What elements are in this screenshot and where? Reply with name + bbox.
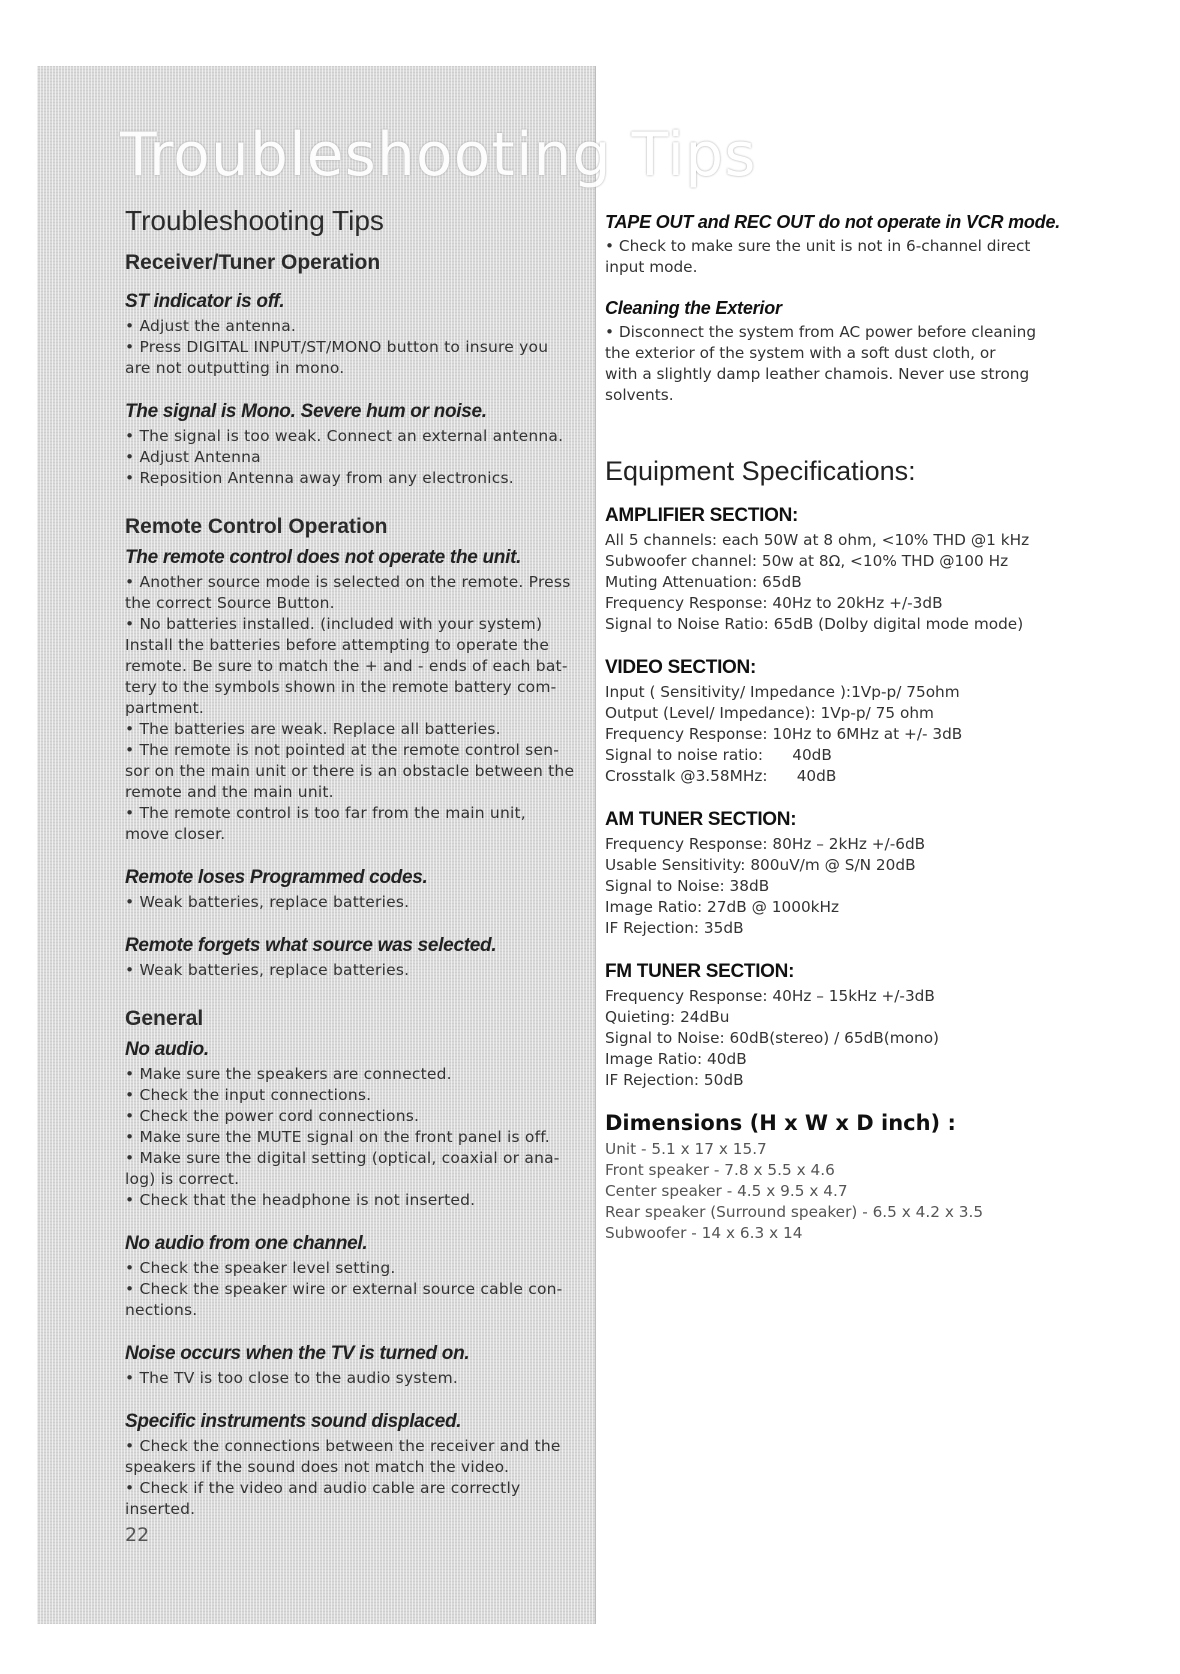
spec-line: IF Rejection: 50dB [605,1071,744,1089]
spec-line: Signal to Noise: 60dB(stereo) / 65dB(mono) [605,1029,940,1047]
spec-line: Quieting: 24dBu [605,1008,730,1026]
tip-item [125,1343,585,1389]
dimensions-title: Dimensions (H x W x D inch) : [605,1111,956,1135]
page-title: Troubleshooting Tips [125,205,384,236]
tip-line: remote and the main unit. [125,783,334,801]
tip-title: No audio from one channel. [125,1233,368,1254]
tip-line: • The TV is too close to the audio system. [125,1369,459,1387]
spec-heading: AM TUNER SECTION: [605,809,797,830]
spec-line: IF Rejection: 35dB [605,919,744,937]
tip-line: • Press DIGITAL INPUT/ST/MONO button to insure you [125,338,549,356]
dimension-line: Unit - 5.1 x 17 x 15.7 [605,1140,767,1158]
tip-item [125,291,585,379]
tip-item [125,935,585,981]
dimension-line: Front speaker - 7.8 x 5.5 x 4.6 [605,1161,835,1179]
tip-title: The remote control does not operate the unit. [125,547,522,568]
tip-item [125,1411,585,1520]
spec-line: Signal to Noise Ratio: 65dB (Dolby digital mode mode) [605,615,1024,633]
dimensions-section [605,1111,1065,1244]
tip-line: • Check to make sure the unit is not in 6-channel direct [605,237,1031,255]
tip-title: The signal is Mono. Severe hum or noise. [125,401,487,422]
spec-line: Input ( Sensitivity/ Impedance ):1Vp-p/ 75ohm [605,683,960,701]
tip-title: Remote forgets what source was selected. [125,935,497,956]
section-heading: Remote Control Operation [125,515,388,538]
tip-line: solvents. [605,386,674,404]
section-heading: General [125,1007,204,1030]
tip-line: • Adjust the antenna. [125,317,297,335]
tip-line: • The batteries are weak. Replace all batteries. [125,720,501,738]
dimension-line: Subwoofer - 14 x 6.3 x 14 [605,1224,803,1242]
section [125,515,585,981]
spec-line: Subwoofer channel: 50w at 8Ω, <10% THD @100 Hz [605,552,1009,570]
spec-line: Frequency Response: 10Hz to 6MHz at +/- 3dB [605,725,963,743]
section [125,251,585,489]
spec-line: Signal to Noise: 38dB [605,877,770,895]
tip-line: • The signal is too weak. Connect an external antenna. [125,427,564,445]
tip-line: • Make sure the speakers are connected. [125,1065,452,1083]
tip-line: nections. [125,1301,198,1319]
spec-line: Signal to noise ratio: 40dB [605,746,832,764]
tip-line: • Check the speaker wire or external source cable con- [125,1280,563,1298]
tip-title: No audio. [125,1039,209,1060]
tip-line: • Reposition Antenna away from any electronics. [125,469,514,487]
tip-title: Cleaning the Exterior [605,298,782,318]
tip-line: the exterior of the system with a soft dust cloth, or [605,344,996,362]
tip-item [125,547,585,845]
troubleshooting-column [125,205,585,1546]
tip-line: • Check if the video and audio cable are correctly inserted. [125,1479,521,1518]
tip-title: Specific instruments sound displaced. [125,1411,462,1432]
tip-line: with a slightly damp leather chamois. Never use strong [605,365,1030,383]
tip-line: • No batteries installed. (included with your system) [125,615,543,633]
tip-line: move closer. [125,825,226,843]
spec-section [605,809,1065,939]
spec-line: Image Ratio: 40dB [605,1050,747,1068]
spec-line: Output (Level/ Impedance): 1Vp-p/ 75 ohm [605,704,934,722]
section [125,1007,585,1520]
specifications-title: Equipment Specifications: [605,456,916,486]
spec-line: Frequency Response: 40Hz to 20kHz +/-3dB [605,594,943,612]
tip-line: • Check the power cord connections. [125,1107,420,1125]
tip-title: ST indicator is off. [125,291,285,312]
tip-line: • Check that the headphone is not inserted. [125,1191,476,1209]
specifications-column [605,212,1065,1244]
tip-line: • Weak batteries, replace batteries. [125,961,410,979]
tip-item [125,1233,585,1321]
spec-heading: AMPLIFIER SECTION: [605,505,799,526]
spec-line: Frequency Response: 40Hz – 15kHz +/-3dB [605,987,935,1005]
tip-item [605,212,1065,278]
tip-line: • Adjust Antenna [125,448,261,466]
tip-line: the correct Source Button. [125,594,335,612]
spec-section [605,657,1065,787]
dimension-line: Center speaker - 4.5 x 9.5 x 4.7 [605,1182,848,1200]
tip-line: input mode. [605,258,698,276]
tip-line: • Weak batteries, replace batteries. [125,893,410,911]
spec-line: Image Ratio: 27dB @ 1000kHz [605,898,840,916]
tip-line: • Make sure the MUTE signal on the front panel is off. [125,1128,550,1146]
tip-title: Remote loses Programmed codes. [125,867,428,888]
section-heading: Receiver/Tuner Operation [125,251,381,274]
spec-line: All 5 channels: each 50W at 8 ohm, <10% THD @1 kHz [605,531,1030,549]
banner-title: Troubleshooting Tips [120,120,757,190]
spec-heading: VIDEO SECTION: [605,657,756,678]
tip-line: speakers if the sound does not match the video. [125,1458,510,1476]
tip-line: • Check the input connections. [125,1086,372,1104]
tip-item [125,401,585,489]
spec-line: Frequency Response: 80Hz – 2kHz +/-6dB [605,835,926,853]
tip-line: • Check the speaker level setting. [125,1259,396,1277]
spec-section [605,505,1065,635]
tip-item [125,867,585,913]
tip-line: • The remote control is too far from the main unit, [125,804,526,822]
tip-item [125,1039,585,1211]
tip-line: remote. Be sure to match the + and - ends of each bat- [125,657,568,675]
tip-line: tery to the symbols shown in the remote battery com- [125,678,557,696]
tip-line: • Make sure the digital setting (optical, coaxial or ana- [125,1149,560,1167]
dimension-line: Rear speaker (Surround speaker) - 6.5 x 4.2 x 3.5 [605,1203,984,1221]
page-number: 22 [125,1524,150,1546]
tip-line: • Disconnect the system from AC power before cleaning [605,323,1037,341]
tip-item [605,298,1065,406]
tip-line: are not outputting in mono. [125,359,345,377]
tip-line: sor on the main unit or there is an obstacle between the [125,762,575,780]
spec-section [605,961,1065,1091]
spec-line: Muting Attenuation: 65dB [605,573,802,591]
tip-line: • Check the connections between the receiver and the [125,1437,561,1455]
tip-line: Install the batteries before attempting to operate the [125,636,550,654]
tip-line: • Another source mode is selected on the remote. Press [125,573,571,591]
tip-line: partment. [125,699,205,717]
tip-title: TAPE OUT and REC OUT do not operate in VCR mode. [605,212,1061,232]
tip-line: • The remote is not pointed at the remote control sen- [125,741,560,759]
spec-line: Usable Sensitivity: 800uV/m @ S/N 20dB [605,856,916,874]
tip-line: log) is correct. [125,1170,240,1188]
spec-heading: FM TUNER SECTION: [605,961,795,982]
spec-line: Crosstalk @3.58MHz: 40dB [605,767,837,785]
tip-title: Noise occurs when the TV is turned on. [125,1343,470,1364]
